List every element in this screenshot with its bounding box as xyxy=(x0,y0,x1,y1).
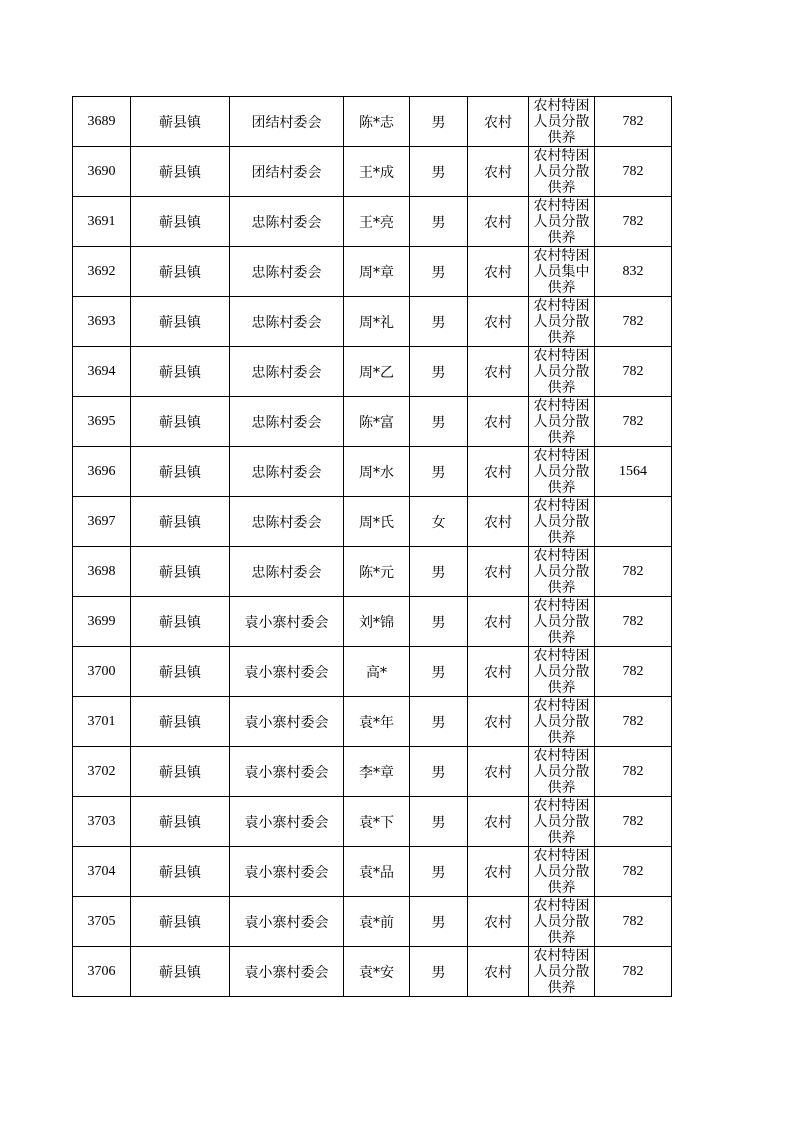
support-type-text: 农村特困人员分散供养 xyxy=(533,598,590,646)
support-type-cell xyxy=(529,347,595,397)
village-committee-cell: 忠陈村委会 xyxy=(230,197,344,247)
support-type-text: 农村特困人员集中供养 xyxy=(533,248,590,296)
table-row xyxy=(73,347,672,397)
record-number-cell: 3690 xyxy=(73,147,131,197)
table-row xyxy=(73,597,672,647)
area-cell: 农村 xyxy=(468,697,529,747)
support-type-cell xyxy=(529,647,595,697)
person-name-cell: 王*亮 xyxy=(344,197,410,247)
area-cell: 农村 xyxy=(468,597,529,647)
table-row xyxy=(73,297,672,347)
support-type-cell xyxy=(529,197,595,247)
person-name-cell: 袁*安 xyxy=(344,947,410,997)
town-cell: 蕲县镇 xyxy=(131,147,230,197)
amount-cell: 782 xyxy=(595,597,672,647)
record-number-cell: 3706 xyxy=(73,947,131,997)
record-number-cell: 3694 xyxy=(73,347,131,397)
area-cell: 农村 xyxy=(468,147,529,197)
table-row xyxy=(73,647,672,697)
person-name-cell: 袁*前 xyxy=(344,897,410,947)
amount-cell: 782 xyxy=(595,297,672,347)
village-committee-cell: 袁小寨村委会 xyxy=(230,797,344,847)
village-committee-cell: 团结村委会 xyxy=(230,147,344,197)
town-cell: 蕲县镇 xyxy=(131,947,230,997)
area-cell: 农村 xyxy=(468,747,529,797)
village-committee-cell: 袁小寨村委会 xyxy=(230,897,344,947)
support-type-cell xyxy=(529,297,595,347)
person-name-cell: 周*乙 xyxy=(344,347,410,397)
area-cell: 农村 xyxy=(468,497,529,547)
support-type-cell xyxy=(529,897,595,947)
amount-cell: 782 xyxy=(595,647,672,697)
person-name-cell: 陈*志 xyxy=(344,97,410,147)
support-type-text: 农村特困人员分散供养 xyxy=(533,498,590,546)
area-cell: 农村 xyxy=(468,397,529,447)
area-cell: 农村 xyxy=(468,547,529,597)
town-cell: 蕲县镇 xyxy=(131,647,230,697)
gender-cell: 女 xyxy=(410,497,468,547)
table-row xyxy=(73,197,672,247)
support-type-cell xyxy=(529,847,595,897)
gender-cell: 男 xyxy=(410,947,468,997)
amount-cell: 1564 xyxy=(595,447,672,497)
table-row xyxy=(73,797,672,847)
amount-cell: 782 xyxy=(595,397,672,447)
village-committee-cell: 忠陈村委会 xyxy=(230,497,344,547)
town-cell: 蕲县镇 xyxy=(131,97,230,147)
record-number-cell: 3704 xyxy=(73,847,131,897)
support-type-text: 农村特困人员分散供养 xyxy=(533,898,590,946)
table-row xyxy=(73,847,672,897)
town-cell: 蕲县镇 xyxy=(131,247,230,297)
area-cell: 农村 xyxy=(468,947,529,997)
support-type-text: 农村特困人员分散供养 xyxy=(533,698,590,746)
table-row xyxy=(73,397,672,447)
town-cell: 蕲县镇 xyxy=(131,447,230,497)
support-type-cell xyxy=(529,797,595,847)
gender-cell: 男 xyxy=(410,447,468,497)
area-cell: 农村 xyxy=(468,347,529,397)
gender-cell: 男 xyxy=(410,897,468,947)
amount-cell: 782 xyxy=(595,547,672,597)
support-type-text: 农村特困人员分散供养 xyxy=(533,298,590,346)
support-type-cell xyxy=(529,97,595,147)
roster-body xyxy=(73,97,672,997)
record-number-cell: 3689 xyxy=(73,97,131,147)
record-number-cell: 3700 xyxy=(73,647,131,697)
record-number-cell: 3692 xyxy=(73,247,131,297)
gender-cell: 男 xyxy=(410,147,468,197)
village-committee-cell: 袁小寨村委会 xyxy=(230,947,344,997)
village-committee-cell: 忠陈村委会 xyxy=(230,347,344,397)
support-type-cell xyxy=(529,397,595,447)
amount-cell: 782 xyxy=(595,697,672,747)
support-type-cell xyxy=(529,747,595,797)
town-cell: 蕲县镇 xyxy=(131,397,230,447)
record-number-cell: 3701 xyxy=(73,697,131,747)
village-committee-cell: 袁小寨村委会 xyxy=(230,747,344,797)
support-type-text: 农村特困人员分散供养 xyxy=(533,748,590,796)
table-row xyxy=(73,897,672,947)
record-number-cell: 3705 xyxy=(73,897,131,947)
roster-table xyxy=(72,96,672,997)
area-cell: 农村 xyxy=(468,847,529,897)
town-cell: 蕲县镇 xyxy=(131,597,230,647)
support-type-text: 农村特困人员分散供养 xyxy=(533,198,590,246)
record-number-cell: 3696 xyxy=(73,447,131,497)
support-type-text: 农村特困人员分散供养 xyxy=(533,98,590,146)
person-name-cell: 袁*年 xyxy=(344,697,410,747)
village-committee-cell: 忠陈村委会 xyxy=(230,397,344,447)
village-committee-cell: 袁小寨村委会 xyxy=(230,847,344,897)
support-type-text: 农村特困人员分散供养 xyxy=(533,148,590,196)
table-row xyxy=(73,247,672,297)
gender-cell: 男 xyxy=(410,847,468,897)
gender-cell: 男 xyxy=(410,97,468,147)
person-name-cell: 袁*品 xyxy=(344,847,410,897)
gender-cell: 男 xyxy=(410,697,468,747)
table-row xyxy=(73,497,672,547)
area-cell: 农村 xyxy=(468,197,529,247)
area-cell: 农村 xyxy=(468,447,529,497)
record-number-cell: 3693 xyxy=(73,297,131,347)
person-name-cell: 王*成 xyxy=(344,147,410,197)
record-number-cell: 3703 xyxy=(73,797,131,847)
table-row xyxy=(73,447,672,497)
gender-cell: 男 xyxy=(410,597,468,647)
person-name-cell: 刘*锦 xyxy=(344,597,410,647)
support-type-text: 农村特困人员分散供养 xyxy=(533,648,590,696)
support-type-text: 农村特困人员分散供养 xyxy=(533,848,590,896)
village-committee-cell: 忠陈村委会 xyxy=(230,247,344,297)
person-name-cell: 陈*元 xyxy=(344,547,410,597)
gender-cell: 男 xyxy=(410,247,468,297)
village-committee-cell: 忠陈村委会 xyxy=(230,297,344,347)
town-cell: 蕲县镇 xyxy=(131,497,230,547)
amount-cell: 782 xyxy=(595,797,672,847)
town-cell: 蕲县镇 xyxy=(131,297,230,347)
gender-cell: 男 xyxy=(410,297,468,347)
support-type-cell xyxy=(529,947,595,997)
area-cell: 农村 xyxy=(468,297,529,347)
town-cell: 蕲县镇 xyxy=(131,547,230,597)
amount-cell: 782 xyxy=(595,147,672,197)
gender-cell: 男 xyxy=(410,647,468,697)
town-cell: 蕲县镇 xyxy=(131,347,230,397)
amount-cell: 782 xyxy=(595,197,672,247)
amount-cell: 782 xyxy=(595,947,672,997)
amount-cell: 782 xyxy=(595,747,672,797)
support-type-text: 农村特困人员分散供养 xyxy=(533,348,590,396)
area-cell: 农村 xyxy=(468,97,529,147)
town-cell: 蕲县镇 xyxy=(131,747,230,797)
support-type-cell xyxy=(529,697,595,747)
table-row xyxy=(73,697,672,747)
village-committee-cell: 忠陈村委会 xyxy=(230,447,344,497)
record-number-cell: 3702 xyxy=(73,747,131,797)
gender-cell: 男 xyxy=(410,397,468,447)
support-type-text: 农村特困人员分散供养 xyxy=(533,798,590,846)
town-cell: 蕲县镇 xyxy=(131,697,230,747)
village-committee-cell: 袁小寨村委会 xyxy=(230,597,344,647)
amount-cell: 782 xyxy=(595,897,672,947)
support-type-cell xyxy=(529,497,595,547)
town-cell: 蕲县镇 xyxy=(131,897,230,947)
amount-cell: 782 xyxy=(595,847,672,897)
amount-cell: 782 xyxy=(595,347,672,397)
person-name-cell: 高* xyxy=(344,647,410,697)
area-cell: 农村 xyxy=(468,247,529,297)
table-row xyxy=(73,947,672,997)
gender-cell: 男 xyxy=(410,747,468,797)
amount-cell: 782 xyxy=(595,97,672,147)
town-cell: 蕲县镇 xyxy=(131,797,230,847)
support-type-text: 农村特困人员分散供养 xyxy=(533,398,590,446)
town-cell: 蕲县镇 xyxy=(131,197,230,247)
village-committee-cell: 袁小寨村委会 xyxy=(230,647,344,697)
area-cell: 农村 xyxy=(468,647,529,697)
record-number-cell: 3699 xyxy=(73,597,131,647)
village-committee-cell: 袁小寨村委会 xyxy=(230,697,344,747)
support-type-text: 农村特困人员分散供养 xyxy=(533,448,590,496)
person-name-cell: 周*章 xyxy=(344,247,410,297)
amount-cell: 832 xyxy=(595,247,672,297)
support-type-cell xyxy=(529,147,595,197)
gender-cell: 男 xyxy=(410,347,468,397)
town-cell: 蕲县镇 xyxy=(131,847,230,897)
gender-cell: 男 xyxy=(410,797,468,847)
table-row xyxy=(73,147,672,197)
gender-cell: 男 xyxy=(410,547,468,597)
person-name-cell: 周*氏 xyxy=(344,497,410,547)
amount-cell xyxy=(595,497,672,547)
person-name-cell: 陈*富 xyxy=(344,397,410,447)
village-committee-cell: 团结村委会 xyxy=(230,97,344,147)
table-row xyxy=(73,747,672,797)
person-name-cell: 袁*下 xyxy=(344,797,410,847)
person-name-cell: 周*礼 xyxy=(344,297,410,347)
area-cell: 农村 xyxy=(468,897,529,947)
person-name-cell: 周*水 xyxy=(344,447,410,497)
table-row xyxy=(73,547,672,597)
village-committee-cell: 忠陈村委会 xyxy=(230,547,344,597)
support-type-cell xyxy=(529,547,595,597)
record-number-cell: 3691 xyxy=(73,197,131,247)
area-cell: 农村 xyxy=(468,797,529,847)
support-type-cell xyxy=(529,247,595,297)
support-type-cell xyxy=(529,597,595,647)
support-type-cell xyxy=(529,447,595,497)
record-number-cell: 3695 xyxy=(73,397,131,447)
record-number-cell: 3697 xyxy=(73,497,131,547)
table-row xyxy=(73,97,672,147)
person-name-cell: 李*章 xyxy=(344,747,410,797)
support-type-text: 农村特困人员分散供养 xyxy=(533,548,590,596)
gender-cell: 男 xyxy=(410,197,468,247)
record-number-cell: 3698 xyxy=(73,547,131,597)
support-type-text: 农村特困人员分散供养 xyxy=(533,948,590,996)
